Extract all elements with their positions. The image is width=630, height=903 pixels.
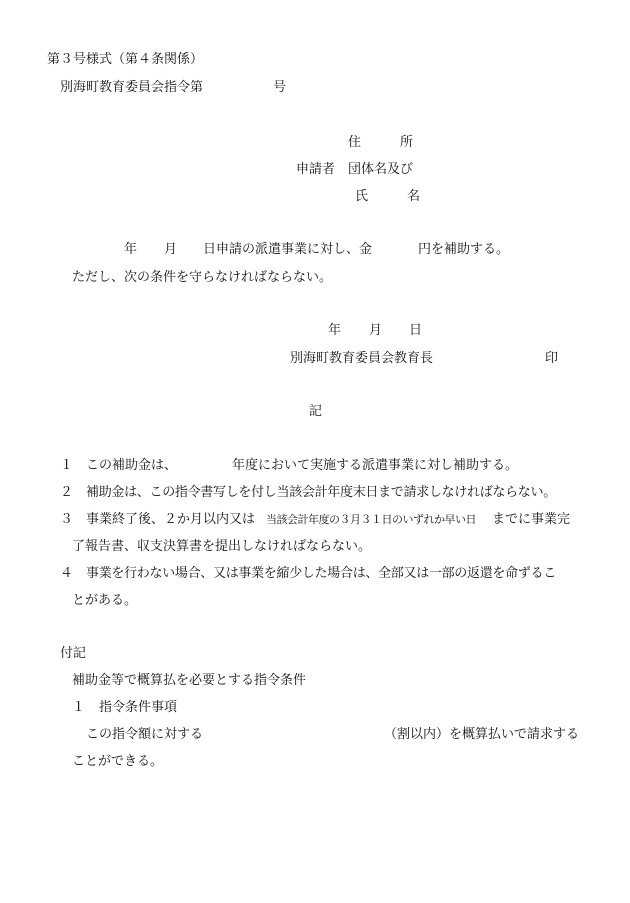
reference-suffix: 号 xyxy=(273,80,287,95)
condition-3-continuation: 了報告書、収支決算書を提出しなければならない。 xyxy=(72,539,372,554)
condition-3-text-b: までに事業完 xyxy=(492,512,571,527)
body-year: 年 xyxy=(124,242,138,257)
condition-1-text-b: 年度において実施する派遣事業に対し補助する。 xyxy=(232,458,519,473)
form-number: 第３号様式（第４条関係） xyxy=(47,52,204,67)
issuer-title: 別海町教育委員会教育長 xyxy=(290,351,434,366)
body-month: 月 xyxy=(164,242,178,257)
group-name-label: 団体名及び xyxy=(348,162,414,177)
applicant-role-label: 申請者 xyxy=(296,162,336,177)
issue-day: 日 xyxy=(409,323,423,338)
appendix-title: 付記 xyxy=(60,646,87,661)
appendix-item-title: 指令条件事項 xyxy=(99,700,178,715)
condition-1-text-a: この補助金は、 xyxy=(86,458,178,473)
issue-year: 年 xyxy=(328,323,342,338)
condition-intro: ただし、次の条件を守らなければならない。 xyxy=(72,270,333,285)
ki-heading: 記 xyxy=(309,404,323,419)
condition-3-text-small: 当該会計年度の３月３１日のいずれか早い日 xyxy=(266,513,476,526)
issue-month: 月 xyxy=(369,323,383,338)
body-day-text: 日申請の派遣事業に対し、金 xyxy=(203,242,373,257)
condition-2-text: 補助金は、この指令書写しを付し当該会計年度末日まで請求しなければならない。 xyxy=(86,485,556,500)
condition-4-number: ４ xyxy=(60,566,74,581)
condition-4-text: 事業を行わない場合、又は事業を縮少した場合は、全部又は一部の返還を命ずるこ xyxy=(86,566,556,581)
body-yen-text: 円を補助する。 xyxy=(418,242,510,257)
appendix-subtitle: 補助金等で概算払を必要とする指令条件 xyxy=(72,673,307,688)
appendix-text-b: （割以内）を概算払いで請求する xyxy=(384,727,580,742)
condition-3-number: ３ xyxy=(60,512,74,527)
condition-3-text-a: 事業終了後、２か月以内又は xyxy=(86,512,256,527)
reference-prefix: 別海町教育委員会指令第 xyxy=(60,80,204,95)
seal-mark: 印 xyxy=(545,351,559,366)
appendix-text-a: この指令額に対する xyxy=(86,727,204,742)
appendix-item-number: １ xyxy=(72,700,86,715)
address-label: 住 所 xyxy=(348,135,414,150)
condition-4-continuation: とがある。 xyxy=(72,593,138,608)
name-label: 氏 名 xyxy=(355,189,421,204)
appendix-continuation: ことができる。 xyxy=(72,754,164,769)
condition-2-number: ２ xyxy=(60,485,74,500)
condition-1-number: １ xyxy=(60,458,74,473)
